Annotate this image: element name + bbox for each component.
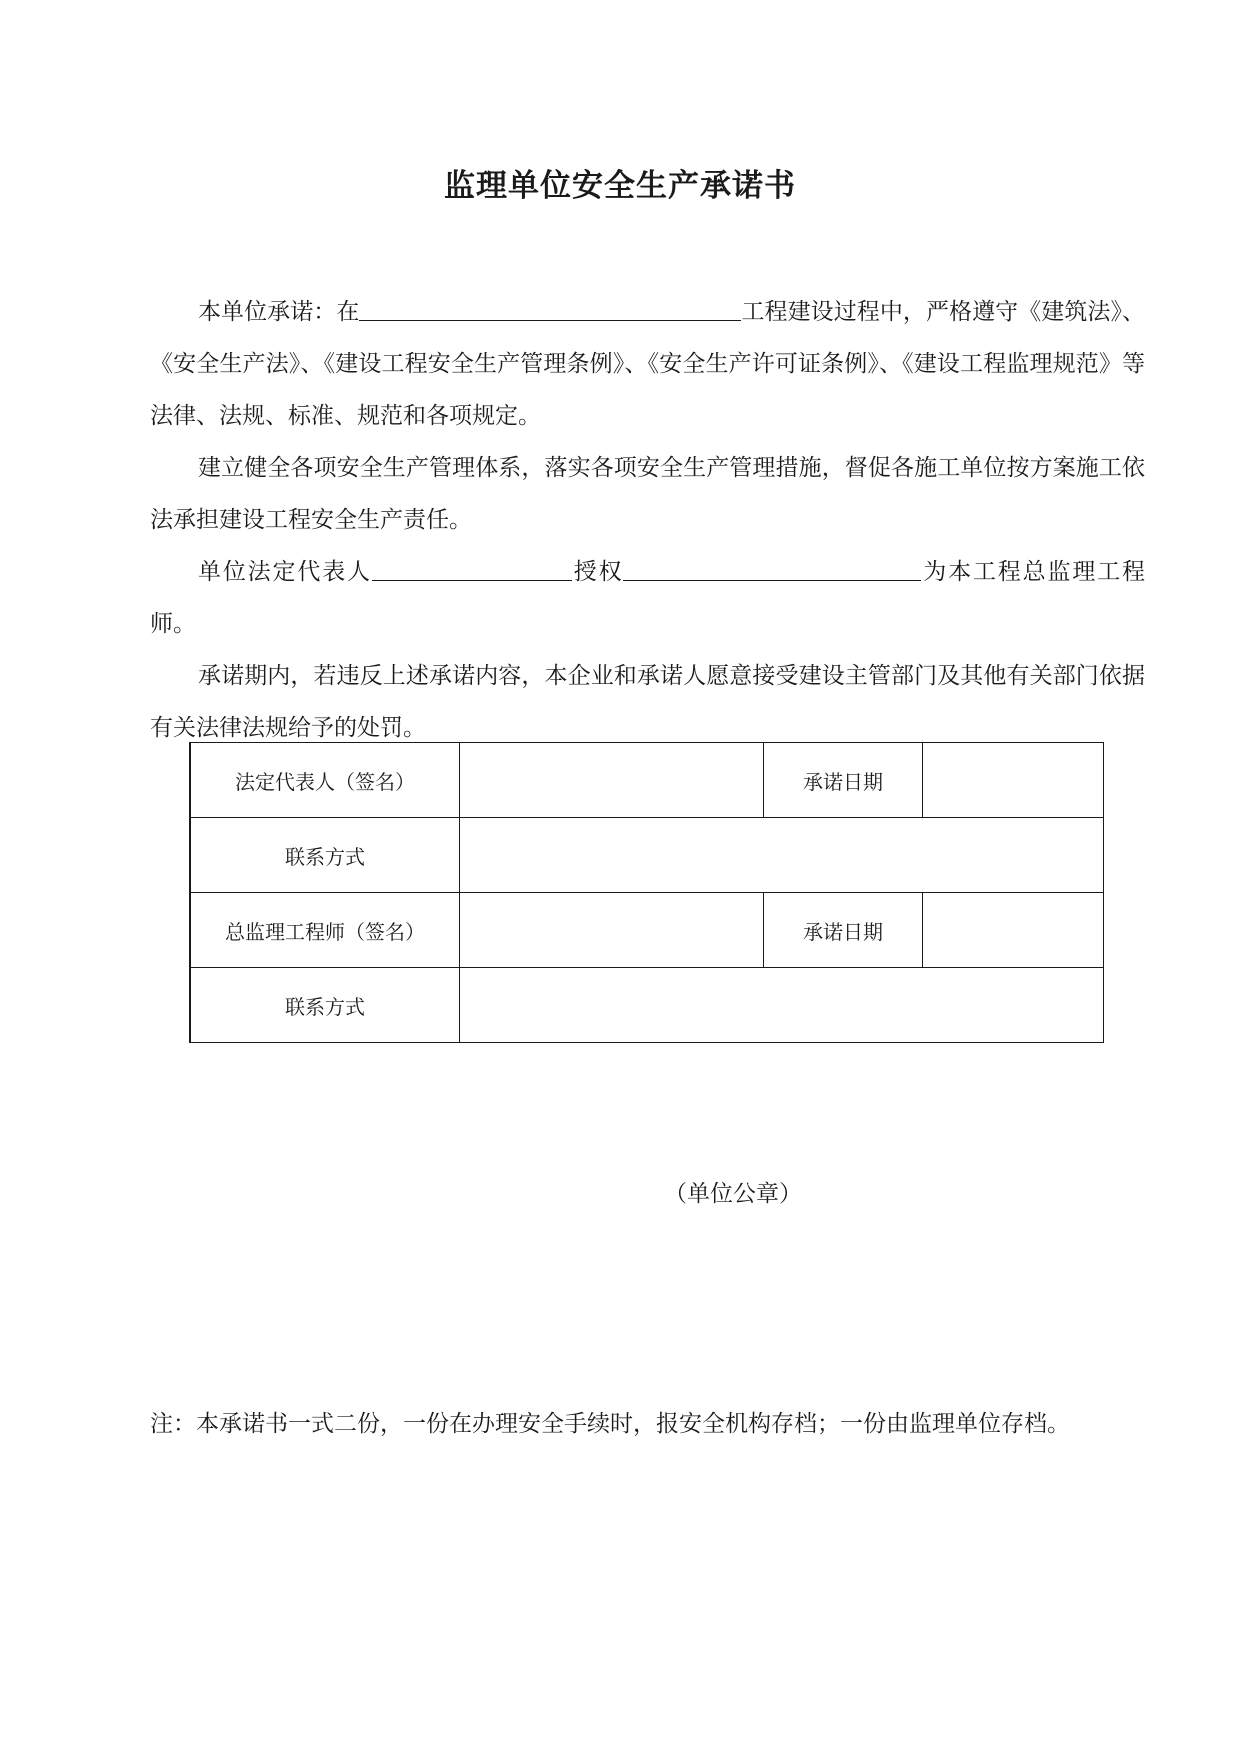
- legal-rep-date-label: 承诺日期: [764, 743, 923, 818]
- paragraph-authorization: [150, 546, 1145, 650]
- commitment-laws-text: 工程建设过程中，严格遵守《建筑法》、《安全生产法》、《建设工程安全生产管理条例》、《安全生产许可证条例》、《建设工程监理规范》等法律、法规、标准、规范和各项规定。: [150, 299, 1146, 429]
- table-row: [190, 968, 1104, 1043]
- chief-engineer-blank[interactable]: [623, 550, 921, 581]
- chief-engineer-date-cell[interactable]: [923, 893, 1104, 968]
- legal-rep-contact-cell[interactable]: [460, 818, 1104, 893]
- table-row: [190, 818, 1104, 893]
- legal-rep-label: 单位法定代表人: [198, 559, 372, 585]
- penalty-text: 承诺期内，若违反上述承诺内容，本企业和承诺人愿意接受建设主管部门及其他有关部门依据有关法律法规给予的处罚。: [150, 663, 1145, 741]
- chief-engineer-contact-cell[interactable]: [460, 968, 1104, 1043]
- legal-rep-date-cell[interactable]: [923, 743, 1104, 818]
- company-seal-label: （单位公章）: [664, 1181, 802, 1207]
- table-row: [190, 893, 1104, 968]
- chief-engineer-signature-cell[interactable]: [460, 893, 764, 968]
- legal-rep-signature-cell[interactable]: [460, 743, 764, 818]
- legal-rep-blank[interactable]: [372, 550, 572, 581]
- authorize-label: 授权: [571, 559, 624, 585]
- paragraph-management: [150, 442, 1145, 546]
- document-title: 监理单位安全生产承诺书: [444, 168, 796, 204]
- chief-engineer-label: 为本工程总监理工程师。: [150, 559, 1146, 637]
- chief-engineer-signature-label: 总监理工程师（签名）: [190, 893, 460, 968]
- chief-engineer-contact-label: 联系方式: [190, 968, 460, 1043]
- legal-rep-signature-label: 法定代表人（签名）: [190, 743, 460, 818]
- legal-rep-contact-label: 联系方式: [190, 818, 460, 893]
- paragraph-commitment: [150, 286, 1145, 442]
- chief-engineer-date-label: 承诺日期: [764, 893, 923, 968]
- management-text: 建立健全各项安全生产管理体系，落实各项安全生产管理措施，督促各施工单位按方案施工依法承担建设工程安全生产责任。: [150, 455, 1145, 533]
- table-row: [190, 743, 1104, 818]
- commitment-intro-text: 本单位承诺：在: [198, 299, 360, 325]
- project-name-blank[interactable]: [359, 290, 741, 321]
- paragraph-penalty: [150, 650, 1145, 754]
- signature-table: [189, 742, 1104, 1043]
- footnote: 注：本承诺书一式二份，一份在办理安全手续时，报安全机构存档；一份由监理单位存档。: [150, 1411, 1070, 1437]
